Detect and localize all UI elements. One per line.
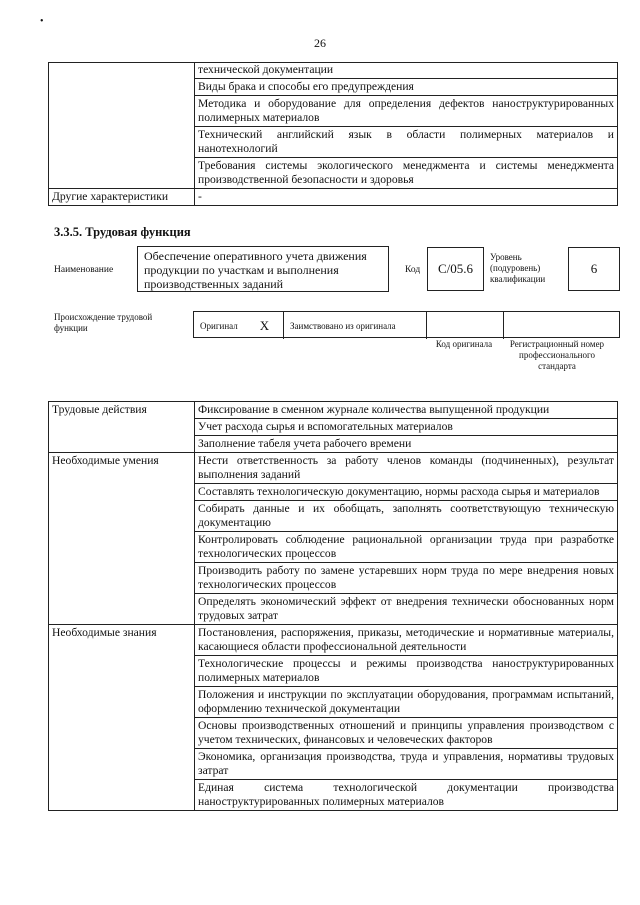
section-label: Трудовые действия [49,402,195,453]
original-label: Оригинал [200,320,238,331]
reg-number-cell [504,312,619,339]
skill-item: Контролировать соблюдение рациональной организации труда при разработке технологических процессов [195,532,618,563]
origin-label: Происхождение трудовой функции [54,312,153,333]
top-item: Требования системы экологического менеджмента и системы менеджмента производственной безопасности и здоровья [195,158,618,189]
table-row [49,625,618,656]
top-item: Технический английский язык в области полимерных материалов и нанотехнологий [195,127,618,158]
corner-mark: • [40,16,44,27]
labor-action-item: Учет расхода сырья и вспомогательных материалов [195,419,618,436]
section-label: Необходимые знания [49,625,195,811]
skill-item: Определять экономический эффект от внедрения технически обоснованных норм трудовых затрат [195,594,618,625]
labor-action-item: Фиксирование в сменном журнале количества выпущенной продукции [195,402,618,419]
borrowed-cell [284,312,427,339]
function-name-box [137,246,389,292]
table-row [49,402,618,419]
top-item: Методика и оборудование для определения дефектов наноструктурированных полимерных материалов [195,96,618,127]
original-mark: X [259,317,270,333]
code-caption: Код оригинала [435,339,493,349]
other-characteristics-label: Другие характеристики [49,189,195,206]
code-label: Код [405,265,421,275]
function-name: Обеспечение оперативного учета движения продукции по участкам и выполнения производственных заданий [144,249,367,291]
knowledge-item: Постановления, распоряжения, приказы, методические и нормативные материалы, касающиеся области профессиональной деятельности [195,625,618,656]
level-box [568,247,620,291]
other-characteristics-value: - [195,189,618,206]
labor-action-item: Заполнение табеля учета рабочего времени [195,436,618,453]
top-left-empty [49,63,195,189]
original-code-cell [427,312,504,339]
skill-item: Производить работу по замене устаревших норм труда по мере внедрения новых технологических процессов [195,563,618,594]
knowledge-item: Экономика, организация производства, труда и управления, нормативы трудовых затрат [195,749,618,780]
original-cell [194,312,284,339]
skill-item: Нести ответственность за работу членов команды (подчиненных), результат выполнения заданий [195,453,618,484]
page-number: 26 [314,36,326,50]
top-item: технической документации [195,63,618,79]
labor-function-table [48,401,618,811]
section-label: Необходимые умения [49,453,195,625]
reg-caption: Регистрационный номер профессионального стандарта [509,339,605,371]
section-heading: 3.3.5. Трудовая функция [54,225,191,239]
level-label: Уровень (подуровень) квалификации [490,252,546,284]
table-row [49,63,618,79]
level-value: 6 [590,261,598,276]
top-table [48,62,618,206]
knowledge-item: Положения и инструкции по эксплуатации оборудования, программам испытаний, оформлению технической документации [195,687,618,718]
origin-row [193,311,620,338]
code-box [427,247,484,291]
name-label: Наименование [54,265,114,275]
code-value: C/05.6 [437,261,474,276]
knowledge-item: Технологические процессы и режимы производства наноструктурированных полимерных материалов [195,656,618,687]
skill-item: Составлять технологическую документацию, нормы расхода сырья и материалов [195,484,618,501]
knowledge-item: Основы производственных отношений и принципы управления производством с учетом технических, финансовых и человеческих факторов [195,718,618,749]
knowledge-item: Единая система технологической документации производства наноструктурированных полимерных материалов [195,780,618,811]
top-item: Виды брака и способы его предупреждения [195,79,618,96]
table-row [49,189,618,206]
borrowed-label: Заимствовано из оригинала [290,320,396,331]
table-row [49,453,618,484]
skill-item: Собирать данные и их обобщать, заполнять соответствующую техническую документацию [195,501,618,532]
